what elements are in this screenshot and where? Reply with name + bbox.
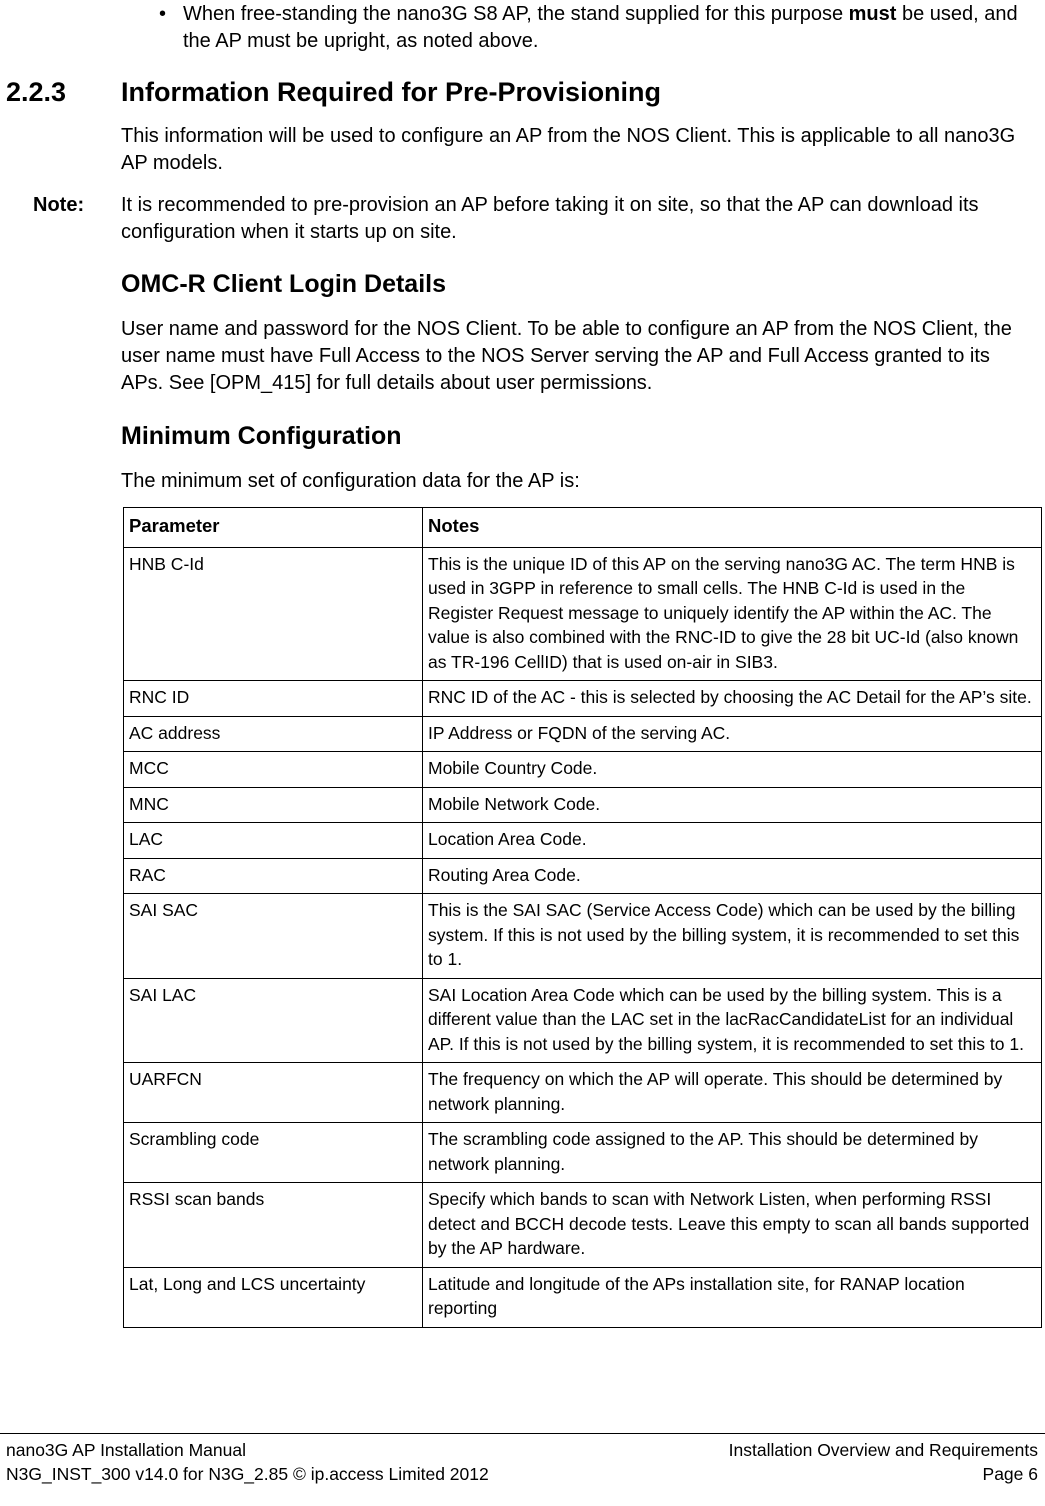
parameter-cell: RNC ID [124,681,423,717]
notes-cell: IP Address or FQDN of the serving AC. [423,716,1042,752]
section-title: Information Required for Pre-Provisioning [121,77,662,107]
bullet-marker: • [159,3,167,25]
parameter-cell: Scrambling code [124,1123,423,1183]
footer-manual-title: nano3G AP Installation Manual [6,1440,246,1460]
table-row [124,1183,1042,1268]
notes-cell: This is the unique ID of this AP on the serving nano3G AC. The term HNB is used in 3GPP in reference to small cells. The HNB C-Id is used in the Register Request message to uniquely identify the AP within the AC. The value is also combined with the RNC-ID to give the 28 bit UC-Id (also known as TR-196 CellID) that is used on-air in SIB3. [423,547,1042,681]
parameter-cell: HNB C-Id [124,547,423,681]
notes-cell: RNC ID of the AC - this is selected by choosing the AC Detail for the AP’s site. [423,681,1042,717]
notes-cell: Latitude and longitude of the APs installation site, for RANAP location reporting [423,1267,1042,1327]
table-row [124,1063,1042,1123]
section-number: 2.2.3 [6,77,67,107]
notes-cell: Mobile Country Code. [423,752,1042,788]
parameter-cell: Lat, Long and LCS uncertainty [124,1267,423,1327]
table-row [124,787,1042,823]
parameter-cell: SAI SAC [124,894,423,979]
table-row [124,858,1042,894]
notes-cell: Location Area Code. [423,823,1042,859]
note-label: Note: [33,194,85,216]
header-notes: Notes [423,508,1042,548]
parameter-cell: SAI LAC [124,978,423,1063]
bullet-text-end: be used, and the AP must be upright, as noted above. [183,3,1018,52]
bullet-text-start: When free-standing the nano3G S8 AP, the stand supplied for this purpose [183,3,849,25]
table-row [124,716,1042,752]
bullet-item [159,1,1033,55]
notes-cell: SAI Location Area Code which can be used by the billing system. This is a different value than the LAC set in the lacRacCandidateList for an individual AP. If this is not used by the billing system, it is recommended to set this to 1. [423,978,1042,1063]
parameter-cell: RSSI scan bands [124,1183,423,1268]
minimum-intro: The minimum set of configuration data for the AP is: [121,470,580,492]
table-header-row [124,508,1042,548]
table-row [124,894,1042,979]
notes-cell: Mobile Network Code. [423,787,1042,823]
section-intro: This information will be used to configure an AP from the NOS Client. This is applicable to all nano3G AP models. [121,125,1016,174]
parameter-cell: MCC [124,752,423,788]
minimum-heading: Minimum Configuration [121,422,402,450]
table-row [124,681,1042,717]
notes-cell: The scrambling code assigned to the AP. This should be determined by network planning. [423,1123,1042,1183]
table-row [124,978,1042,1063]
parameter-cell: RAC [124,858,423,894]
login-heading: OMC-R Client Login Details [121,270,446,298]
table-row [124,823,1042,859]
parameter-cell: UARFCN [124,1063,423,1123]
login-text: User name and password for the NOS Client. To be able to configure an AP from the NOS Client, the user name must have Full Access to the NOS Server serving the AP and Full Access granted to its APs. See [OPM_415] for full details about user permissions. [121,318,1012,394]
footer-divider [0,1433,1045,1434]
header-parameter: Parameter [124,508,423,548]
notes-cell: This is the SAI SAC (Service Access Code) which can be used by the billing system. If this is not used by the billing system, it is recommended to set this to 1. [423,894,1042,979]
parameter-cell: MNC [124,787,423,823]
table-row [124,1123,1042,1183]
notes-cell: Routing Area Code. [423,858,1042,894]
notes-cell: Specify which bands to scan with Network Listen, when performing RSSI detect and BCCH decode tests. Leave this empty to scan all bands supported by the AP hardware. [423,1183,1042,1268]
parameter-cell: AC address [124,716,423,752]
parameter-cell: LAC [124,823,423,859]
parameter-table [123,507,1042,1328]
footer-document-id: N3G_INST_300 v14.0 for N3G_2.85 © ip.access Limited 2012 [6,1464,489,1484]
bullet-text-bold: must [848,3,897,25]
footer-chapter-title: Installation Overview and Requirements [728,1440,1038,1460]
note-text: It is recommended to pre-provision an AP before taking it on site, so that the AP can download its configuration when it starts up on site. [121,194,979,243]
table-row [124,1267,1042,1327]
table-row [124,547,1042,681]
table-row [124,752,1042,788]
footer-page-number: Page 6 [982,1464,1038,1484]
notes-cell: The frequency on which the AP will operate. This should be determined by network planning. [423,1063,1042,1123]
